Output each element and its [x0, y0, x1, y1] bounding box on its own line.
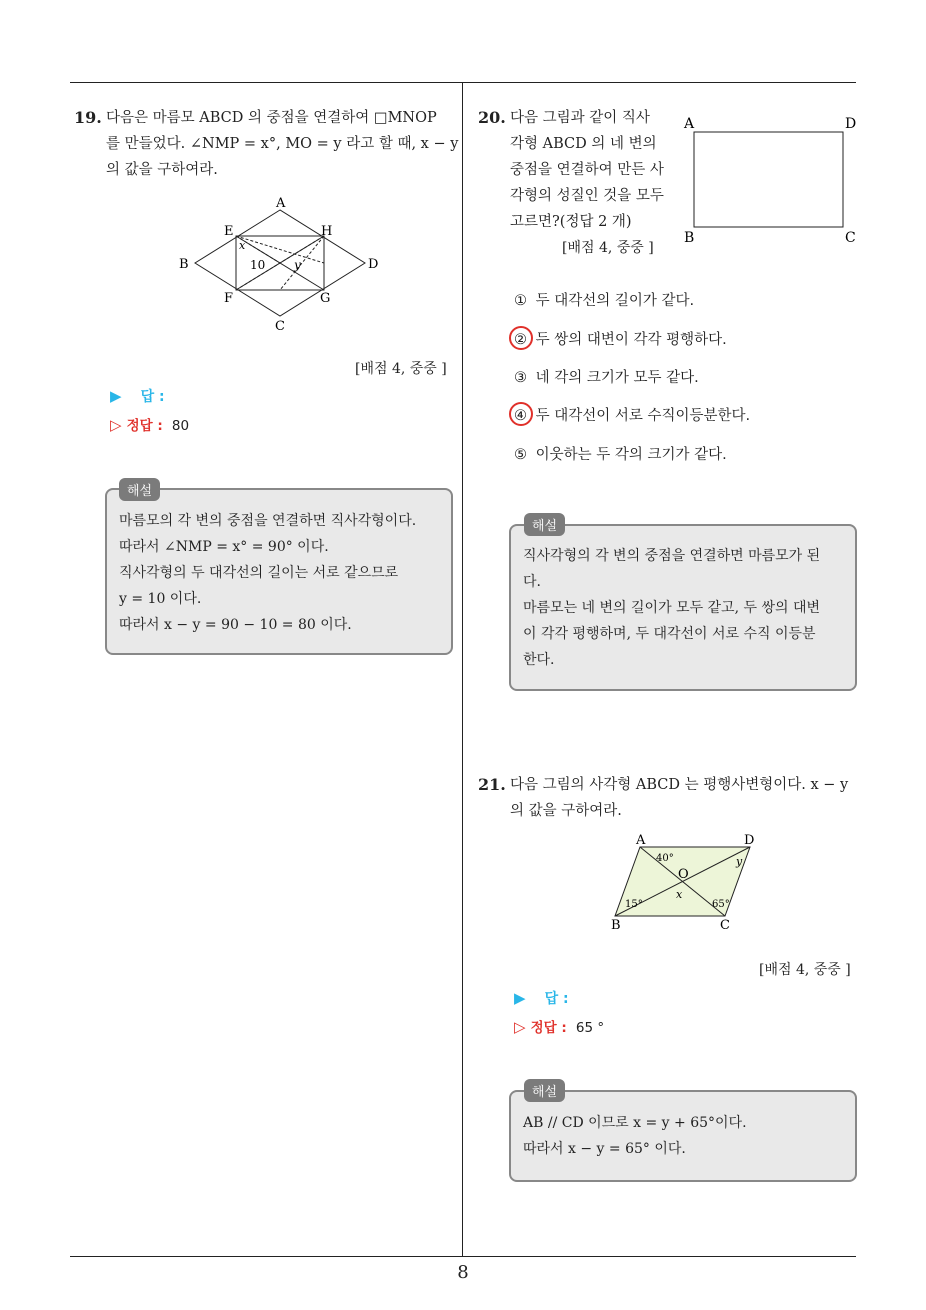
option-text: 두 쌍의 대변이 각각 평행하다.	[535, 332, 727, 348]
option-number: ④	[514, 408, 527, 424]
question-text-line: 고르면?(정답 2 개)	[510, 214, 632, 230]
solution-line: AB // CD 이므로 x = y + 65°이다.	[523, 1115, 747, 1131]
correct-value: 80	[171, 418, 190, 434]
answer-arrow-icon: ▶	[110, 387, 122, 405]
angle-65: 65°	[712, 899, 730, 910]
solution-line: 직사각형의 각 변의 중점을 연결하면 마름모가 된	[523, 548, 821, 564]
parallelogram-figure	[605, 830, 765, 935]
question-text	[510, 105, 664, 235]
question-text-line3: 의 값을 구하여라.	[106, 162, 218, 178]
answer-row	[110, 386, 165, 406]
label-C: C	[720, 918, 730, 933]
solution-line: 따라서 ∠NMP = x° = 90° 이다.	[119, 539, 329, 555]
option-text: 두 대각선이 서로 수직이등분한다.	[535, 408, 751, 424]
solution-line: 따라서 x − y = 65° 이다.	[523, 1141, 686, 1157]
question-text-line: 중점을 연결하여 만든 사	[510, 162, 664, 178]
score: [배점 4, 중중 ]	[562, 240, 654, 256]
solution-body	[523, 543, 853, 673]
option-5[interactable]	[514, 443, 727, 464]
option-2[interactable]	[514, 328, 727, 349]
question-text-line1: 다음은 마름모 ABCD 의 중점을 연결하여 □MNOP	[106, 110, 437, 126]
correct-label: 정답 :	[530, 1020, 567, 1036]
solution-tag: 해설	[119, 478, 160, 501]
option-number: ②	[514, 332, 527, 348]
label-O: O	[678, 867, 689, 882]
correct-answer-row	[514, 1016, 604, 1036]
option-4[interactable]	[514, 404, 750, 425]
option-1[interactable]	[514, 289, 694, 310]
solution-line: 따라서 x − y = 90 − 10 = 80 이다.	[119, 617, 352, 633]
question-text-line2: 의 값을 구하여라.	[510, 803, 622, 819]
option-number: ①	[514, 293, 527, 309]
question-text-line: 다음 그림과 같이 직사	[510, 110, 650, 126]
label-D: D	[744, 833, 755, 848]
answer-label: 답 :	[544, 991, 569, 1007]
label-x: x	[239, 239, 246, 252]
option-text: 네 각의 크기가 모두 같다.	[535, 370, 699, 386]
question-text-line: 각형 ABCD 의 네 변의	[510, 136, 657, 152]
label-C: C	[845, 230, 856, 246]
option-text: 이웃하는 두 각의 크기가 같다.	[535, 447, 727, 463]
question-number: 20.	[478, 108, 506, 127]
label-E: E	[224, 224, 234, 239]
bottom-rule	[70, 1256, 856, 1257]
correct-answer-row	[110, 414, 189, 434]
answer-label: 답 :	[140, 389, 165, 405]
question-number: 19.	[74, 108, 102, 127]
solution-line: 한다.	[523, 652, 555, 668]
solution-body	[523, 1110, 853, 1162]
label-G: G	[320, 291, 331, 306]
correct-triangle-icon: ▷	[514, 1018, 526, 1036]
question-number: 21.	[478, 775, 506, 794]
label-A: A	[636, 833, 646, 848]
angle-15: 15°	[625, 899, 643, 910]
top-rule	[70, 82, 856, 83]
page-number: 8	[457, 1262, 469, 1283]
label-y: y	[294, 258, 301, 272]
label-B: B	[684, 230, 695, 246]
solution-line: y = 10 이다.	[119, 591, 202, 607]
correct-triangle-icon: ▷	[110, 416, 122, 434]
correct-label: 정답 :	[126, 418, 163, 434]
score: [배점 4, 중중 ]	[355, 361, 447, 377]
solution-body	[119, 508, 449, 638]
solution-line: 직사각형의 두 대각선의 길이는 서로 같으므로	[119, 565, 399, 581]
question-text-line: 각형의 성질인 것을 모두	[510, 188, 664, 204]
score: [배점 4, 중중 ]	[759, 962, 851, 978]
option-3[interactable]	[514, 366, 699, 387]
answer-arrow-icon: ▶	[514, 989, 526, 1007]
label-H: H	[321, 224, 333, 239]
label-D: D	[368, 257, 379, 272]
solution-line: 마름모는 네 변의 길이가 모두 같고, 두 쌍의 대변	[523, 600, 821, 616]
label-D: D	[845, 116, 857, 132]
option-text: 두 대각선의 길이가 같다.	[535, 293, 695, 309]
option-number: ⑤	[514, 447, 527, 463]
rectangle-figure	[680, 112, 860, 247]
solution-tag: 해설	[524, 1079, 565, 1102]
label-y: y	[736, 855, 743, 868]
label-A: A	[684, 116, 695, 132]
label-B: B	[611, 918, 621, 933]
question-text-line2: 를 만들었다. ∠NMP = x°, MO = y 라고 할 때, x − y	[106, 136, 459, 152]
solution-line: 이 각각 평행하며, 두 대각선이 서로 수직 이등분	[523, 626, 816, 642]
label-C: C	[275, 319, 285, 334]
correct-value: 65 °	[575, 1020, 605, 1036]
label-B: B	[179, 257, 189, 272]
solution-line: 마름모의 각 변의 중점을 연결하면 직사각형이다.	[119, 513, 417, 529]
label-10: 10	[250, 258, 266, 272]
rhombus-figure	[170, 190, 390, 335]
label-A: A	[276, 196, 286, 211]
column-divider	[462, 82, 463, 1257]
option-number: ③	[514, 370, 527, 386]
solution-line: 다.	[523, 574, 541, 590]
answer-row	[514, 988, 569, 1008]
label-F: F	[224, 291, 234, 306]
label-x: x	[676, 888, 683, 901]
solution-tag: 해설	[524, 513, 565, 536]
rectangle-abcd	[694, 132, 843, 227]
dashed-line-3	[280, 236, 324, 290]
question-text-line1: 다음 그림의 사각형 ABCD 는 평행사변형이다. x − y	[510, 777, 849, 793]
angle-40: 40°	[656, 853, 674, 864]
